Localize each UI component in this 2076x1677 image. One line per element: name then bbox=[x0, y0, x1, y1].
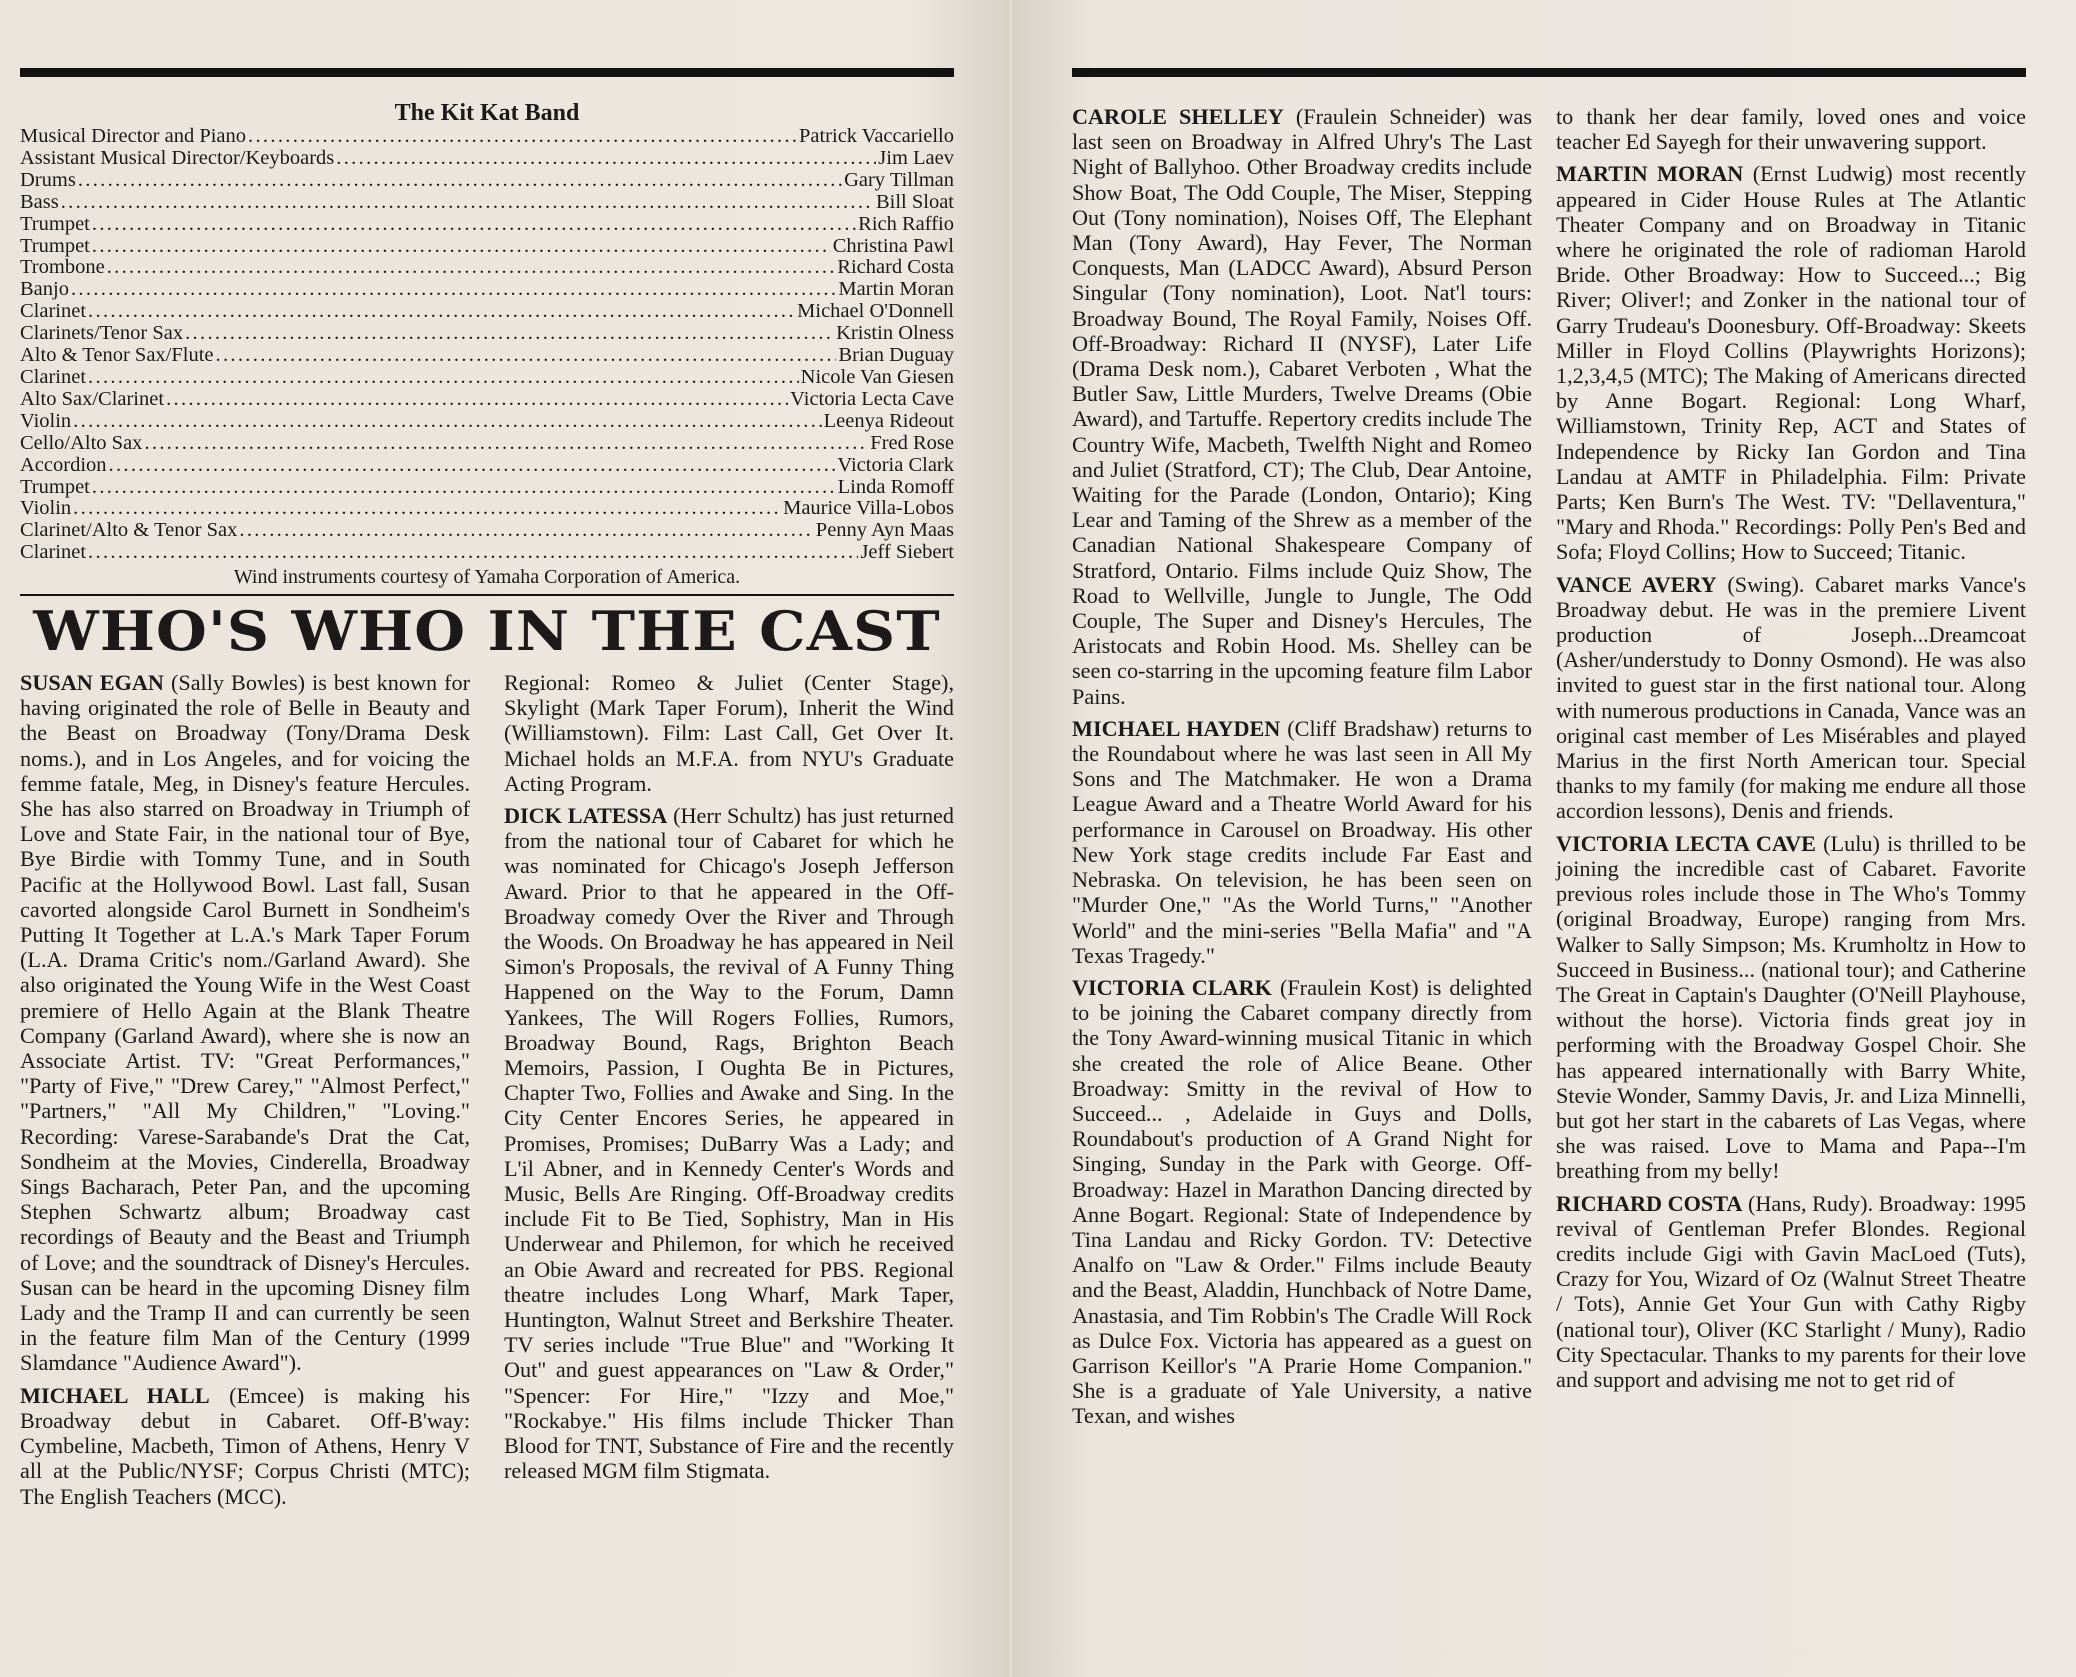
cast-member-name: MARTIN MORAN bbox=[1556, 161, 1744, 187]
band-member-row bbox=[20, 214, 954, 236]
band-member-name: Brian Duguay bbox=[838, 344, 954, 367]
dot-leader bbox=[88, 367, 799, 389]
band-member-name: Maurice Villa-Lobos bbox=[783, 497, 954, 520]
bio-column-2 bbox=[504, 670, 954, 1491]
cast-bio bbox=[1556, 572, 2026, 824]
cast-bio-text: to thank her dear family, loved ones and voice teacher Ed Sayegh for their unwavering support. bbox=[1556, 104, 2026, 155]
dot-leader bbox=[239, 520, 813, 542]
cast-bio-text: (Fraulein Kost) is delighted to be joining the Cabaret company directly from the Tony Award-winning musical Titanic in which she created the role of Alice Beane. Other Broadway: Smitty in the revival of How to Succeed... , Adelaide in Guys and Dolls, Roundabout's production of A Grand Night for Singing, Sunday in the Park with George. Off-Broadway: Hazel in Marathon Dancing directed by Anne Bogart. Regional: State of Independence by Tina Landau and Ricky Gordon. TV: Detective Analfo on "Law & Order." Films include Beauty and the Beast, Aladdin, Hunchback of Notre Dame, Anastasia, and Tim Robbin's The Cradle Will Rock as Dulce Fox. Victoria has appeared as a guest on Garrison Keillor's "A Prarie Home Companion." She is a graduate of Yale University, a native Texan, and wishes bbox=[1072, 974, 1532, 1429]
band-member-name: Jim Laev bbox=[878, 146, 954, 169]
cast-bio bbox=[1556, 831, 2026, 1184]
band-member-name: Richard Costa bbox=[837, 256, 954, 279]
band-member-name: Kristin Olness bbox=[836, 322, 954, 345]
band-member-row bbox=[20, 192, 954, 214]
band-member-role: Musical Director and Piano bbox=[20, 125, 247, 147]
cast-bio bbox=[20, 1383, 470, 1509]
band-member-name: Christina Pawl bbox=[832, 234, 954, 257]
band-member-row bbox=[20, 455, 954, 477]
cast-bio bbox=[1072, 716, 1532, 968]
cast-member-name: SUSAN EGAN bbox=[20, 670, 164, 695]
band-member-name: Victoria Lecta Cave bbox=[790, 387, 954, 410]
cast-member-name: MICHAEL HALL bbox=[20, 1382, 210, 1408]
cast-member-name: RICHARD COSTA bbox=[1556, 1190, 1743, 1216]
dot-leader bbox=[71, 279, 836, 301]
cast-bio-text: (Hans, Rudy). Broadway: 1995 revival of Gentleman Prefer Blondes. Regional credits include Gigi with Gavin MacLoed (Tuts), Crazy for You, Wizard of Oz (Walnut Street Theatre / Tots), Annie Get Your Gun with Cathy Rigby (national tour), Oliver (KC Starlight / Muny), Radio City Spectacular. Thanks to my parents for their love and support and advising me not to get rid of bbox=[1556, 1190, 2027, 1392]
cast-bio-text: (Emcee) is making his Broadway debut in Cabaret. Off-B'way: Cymbeline, Macbeth, Timon of Athens, Henry V all at the Public/NYSF; Corpus Christi (MTC); The English Teachers (MCC). bbox=[20, 1382, 470, 1509]
dot-leader bbox=[92, 236, 831, 258]
band-member-name: Gary Tillman bbox=[844, 168, 954, 191]
dot-leader bbox=[107, 257, 836, 279]
band-member-role: Clarinet bbox=[20, 365, 87, 388]
band-member-name: Leenya Rideout bbox=[823, 409, 954, 432]
cast-bio-text: (Herr Schultz) has just returned from the national tour of Cabaret for which he was nominated for Chicago's Joseph Jefferson Award. Prior to that he appeared in the Off-Broadway comedy Over the River and Through the Woods. On Broadway he has appeared in Neil Simon's Proposals, the revival of A Funny Thing Happened on the Way to the Forum, Damn Yankees, The Will Rogers Follies, Rumors, Broadway Bound, Rags, Brighton Beach Memoirs, Passion, I Oughta Be in Pictures, Chapter Two, Follies and Awake and Sing. In the City Center Encores Series, he appeared in Promises, Promises; DuBarry Was a Lady; and L'il Abner, and in Kennedy Center's Words and Music, Bells Are Ringing. Off-Broadway credits include Fit to Be Tied, Sophistry, Man in His Underwear and Philemon, for which he received an Obie Award and recreated for PBS. Regional theatre includes Long Wharf, Mark Taper, Huntington, Walnut Street and Berkshire Theater. TV series include "True Blue" and "Working It Out" and guest appearances on "Law & Order," "Spencer: For Hire," "Izzy and Moe," "Rockabye." His films include Thicker Than Blood for TNT, Substance of Fire and the recently released MGM film Stigmata. bbox=[504, 803, 955, 1484]
band-member-row bbox=[20, 498, 954, 520]
dot-leader bbox=[92, 214, 856, 236]
dot-leader bbox=[144, 433, 868, 455]
band-member-role: Violin bbox=[20, 409, 72, 432]
band-member-role: Alto & Tenor Sax/Flute bbox=[20, 344, 214, 367]
bio-column-4 bbox=[1556, 104, 2026, 1399]
band-member-role: Trumpet bbox=[20, 475, 90, 498]
band-member-name: Michael O'Donnell bbox=[797, 300, 954, 323]
band-member-role: Trumpet bbox=[20, 234, 90, 257]
left-page bbox=[0, 0, 1010, 1677]
top-rule-right bbox=[1072, 68, 2026, 77]
dot-leader bbox=[109, 455, 836, 477]
band-member-role: Assistant Musical Director/Keyboards bbox=[20, 146, 335, 169]
band-member-name: Patrick Vaccariello bbox=[798, 125, 954, 147]
band-member-name: Martin Moran bbox=[838, 278, 954, 301]
band-title: The Kit Kat Band bbox=[394, 100, 580, 126]
band-member-role: Violin bbox=[20, 497, 72, 520]
band-member-row bbox=[20, 542, 954, 564]
band-member-role: Clarinet/Alto & Tenor Sax bbox=[20, 519, 238, 542]
band-member-row bbox=[20, 148, 954, 170]
cast-bio bbox=[20, 670, 470, 1376]
band-member-row bbox=[20, 520, 954, 542]
band-member-role: Clarinets/Tenor Sax bbox=[20, 322, 184, 345]
dot-leader bbox=[78, 170, 842, 192]
dot-leader bbox=[92, 477, 836, 499]
band-member-row bbox=[20, 411, 954, 433]
dot-leader bbox=[248, 126, 797, 148]
cast-bio-text: Regional: Romeo & Juliet (Center Stage), Skylight (Mark Taper Forum), Inherit the Wind (Williamstown). Film: Last Call, Get Over It. Michael holds an M.F.A. from NYU's Graduate Acting Program. bbox=[504, 670, 954, 796]
band-note: Wind instruments courtesy of Yamaha Corporation of America. bbox=[233, 566, 741, 589]
cast-member-name: CAROLE SHELLEY bbox=[1072, 104, 1284, 129]
band-member-row bbox=[20, 477, 954, 499]
cast-bio bbox=[1072, 975, 1532, 1429]
dot-leader bbox=[88, 542, 858, 564]
cast-member-name: VICTORIA LECTA CAVE bbox=[1556, 830, 1816, 856]
cast-bio bbox=[504, 670, 954, 796]
bio-column-3 bbox=[1072, 104, 1532, 1436]
cast-bio-text: (Sally Bowles) is best known for having originated the role of Belle in Beauty and the Beast on Broadway (Tony/Drama Desk noms.), and in Los Angeles, and for voicing the femme fatale, Meg, in Disney's feature Hercules. She has also starred on Broadway in Triumph of Love and State Fair, in the national tour of Bye, Bye Birdie with Tommy Tune, and in South Pacific at the Hollywood Bowl. Last fall, Susan cavorted alongside Carol Burnett in Sondheim's Putting It Together at L.A.'s Mark Taper Forum (L.A. Drama Critic's nom./Garland Award). She also originated the Young Wife in the West Coast premiere of Hello Again at the Blank Theatre Company (Garland Award), where she is now an Associate Artist. TV: "Great Performances," "Party of Five," "Drew Carey," "Almost Perfect," "Partners," "All My Children," "Loving." Recording: Varese-Sarabande's Drat the Cat, Sondheim at the Movies, Cinderella, Broadway Sings Bacharach, Peter Pan, and the upcoming Stephen Schwartz album; Broadway cast recordings of Beauty and the Beast and Triumph of Love; and the soundtrack of Disney's Hercules. Susan can be heard in the upcoming Disney film Lady and the Tramp II and can currently be seen in the feature film Man of the Century (1999 Slamdance "Audience Award"). bbox=[20, 670, 470, 1376]
dot-leader bbox=[185, 323, 834, 345]
cast-bio bbox=[504, 803, 954, 1483]
section-divider bbox=[20, 594, 954, 596]
dot-leader bbox=[216, 345, 837, 367]
band-member-name: Penny Ayn Maas bbox=[815, 519, 954, 542]
band-member-role: Alto Sax/Clarinet bbox=[20, 387, 165, 410]
band-member-row bbox=[20, 170, 954, 192]
band-member-name: Fred Rose bbox=[870, 431, 954, 454]
dot-leader bbox=[166, 389, 788, 411]
band-member-role: Cello/Alto Sax bbox=[20, 431, 143, 454]
cast-bio-text: (Lulu) is thrilled to be joining the incredible cast of Cabaret. Favorite previous roles include those in The Who's Tommy (original Broadway, Europe) ranging from Mrs. Walker to Sally Simpson; Ms. Krumholtz in How to Succeed in Business... (national tour); and Catherine The Great in Captain's Daughter (O'Neill Playhouse, without the horse). Victoria finds great joy in performing with the Broadway Gospel Choir. She has appeared internationally with Barry White, Stevie Wonder, Sammy Davis, Jr. and Liza Minnelli, but got her start in the cabarets of Las Vegas, where she was raised. Love to Mama and Papa--I'm breathing from my belly! bbox=[1556, 830, 2026, 1184]
cast-bio bbox=[1072, 104, 1532, 709]
dot-leader bbox=[61, 192, 874, 214]
band-member-role: Clarinet bbox=[20, 300, 87, 323]
top-rule bbox=[20, 68, 954, 77]
band-member-role: Trombone bbox=[20, 256, 105, 279]
band-member-name: Jeff Siebert bbox=[860, 541, 954, 564]
cast-bio bbox=[1556, 104, 2026, 154]
band-member-name: Victoria Clark bbox=[837, 453, 954, 476]
band-member-role: Bass bbox=[20, 190, 59, 213]
band-member-row bbox=[20, 257, 954, 279]
band-member-row bbox=[20, 323, 954, 345]
band-member-row bbox=[20, 279, 954, 301]
band-member-row bbox=[20, 389, 954, 411]
cast-member-name: DICK LATESSA bbox=[504, 803, 668, 829]
band-member-role: Banjo bbox=[20, 278, 69, 301]
band-member-row bbox=[20, 301, 954, 323]
kit-kat-band-section bbox=[20, 100, 954, 590]
cast-member-name: VANCE AVERY bbox=[1556, 571, 1717, 597]
dot-leader bbox=[73, 411, 821, 433]
cast-bio bbox=[1556, 161, 2026, 564]
band-member-row bbox=[20, 345, 954, 367]
band-member-row bbox=[20, 367, 954, 389]
cast-member-name: VICTORIA CLARK bbox=[1072, 974, 1272, 1000]
cast-bio bbox=[1556, 1191, 2026, 1393]
band-member-name: Linda Romoff bbox=[837, 475, 954, 498]
cast-bio-text: (Fraulein Schneider) was last seen on Broadway in Alfred Uhry's The Last Night of Ballyhoo. Other Broadway credits include Show Boat, The Odd Couple, The Miser, Stepping Out (Tony nomination), Noises Off, The Elephant Man (Tony Award), Hay Fever, The Norman Conquests, Man (LADCC Award), Absurd Person Singular (Tony nomination), Loot. Nat'l tours: Broadway Bound, The Royal Family, Noises Off. Off-Broadway: Richard II (NYSF), Later Life (Drama Desk nom.), Cabaret Verboten , What the Butler Saw, Little Murders, Twelve Dreams (Obie Award), and Tartuffe. Repertory credits include The Country Wife, Macbeth, Twelfth Night and Romeo and Juliet (Stratford, CT); The Club, Dear Antoine, Waiting for the Parade (London, Ontario); King Lear and Taming of the Shrew as a member of the Canadian National Shakespeare Company of Stratford, Ontario. Films include Quiz Show, The Road to Wellville, Jungle to Jungle, The Odd Couple, The Super and Disney's Hercules, The Aristocats and Robin Hood. Ms. Shelley can be seen co-starring in the upcoming feature film Labor Pains. bbox=[1072, 104, 1532, 709]
band-member-row bbox=[20, 236, 954, 258]
bio-column-1 bbox=[20, 670, 470, 1516]
dot-leader bbox=[336, 148, 876, 170]
band-member-name: Nicole Van Giesen bbox=[800, 365, 954, 388]
band-member-row bbox=[20, 433, 954, 455]
cast-heading: WHO'S WHO IN THE CAST bbox=[33, 599, 941, 663]
right-page bbox=[1012, 0, 2076, 1677]
cast-bio-text: (Swing). Cabaret marks Vance's Broadway debut. He was in the premiere Livent production of Joseph...Dreamcoat (Asher/understudy to Donny Osmond). He was also invited to guest star in the first national tour. Along with numerous productions in Canada, Vance was an original cast member of Les Misérables and played Marius in the first North American tour. Special thanks to my family (for making me endure all those accordion lessons), Denis and friends. bbox=[1556, 571, 2027, 824]
band-member-role: Accordion bbox=[20, 453, 107, 476]
band-member-role: Trumpet bbox=[20, 212, 90, 235]
dot-leader bbox=[73, 498, 781, 520]
cast-bio-text: (Cliff Bradshaw) returns to the Roundabout where he was last seen in All My Sons and The Matchmaker. He won a Drama League Award and a Theatre World Award for his performance in Carousel on Broadway. His other New York stage credits include Far East and Nebraska. On television, he has been seen on "Murder One," "As the World Turns," "Another World" and the mini-series "Bella Mafia" and "A Texas Tragedy." bbox=[1072, 715, 1532, 968]
band-member-name: Rich Raffio bbox=[858, 212, 954, 235]
dot-leader bbox=[88, 301, 795, 323]
cast-member-name: MICHAEL HAYDEN bbox=[1072, 715, 1281, 741]
band-member-name: Bill Sloat bbox=[875, 190, 954, 213]
band-member-list bbox=[20, 126, 954, 564]
band-member-role: Drums bbox=[20, 168, 76, 191]
cast-bio-text: (Ernst Ludwig) most recently appeared in Cider House Rules at The Atlantic Theater Company and on Broadway in Titanic where he originated the role of radioman Harold Bride. Other Broadway: How to Succeed...; Big River; Oliver!; and Zonker in the national tour of Garry Trudeau's Doonesbury. Off-Broadway: Skeets Miller in Floyd Collins (Playwrights Horizons); 1,2,3,4,5 (MTC); The Making of Americans directed by Anne Bogart. Regional: Long Wharf, Williamstown, Trinity Rep, ACT and States of Independence by Ricky Ian Gordon and Tina Landau at AMTF in Philadelphia. Film: Private Parts; Ken Burn's The West. TV: "Dellaventura," "Mary and Rhoda." Recordings: Polly Pen's Bed and Sofa; Floyd Collins; How to Succeed; Titanic. bbox=[1556, 161, 2027, 565]
band-member-role: Clarinet bbox=[20, 541, 87, 564]
band-member-row bbox=[20, 126, 954, 148]
